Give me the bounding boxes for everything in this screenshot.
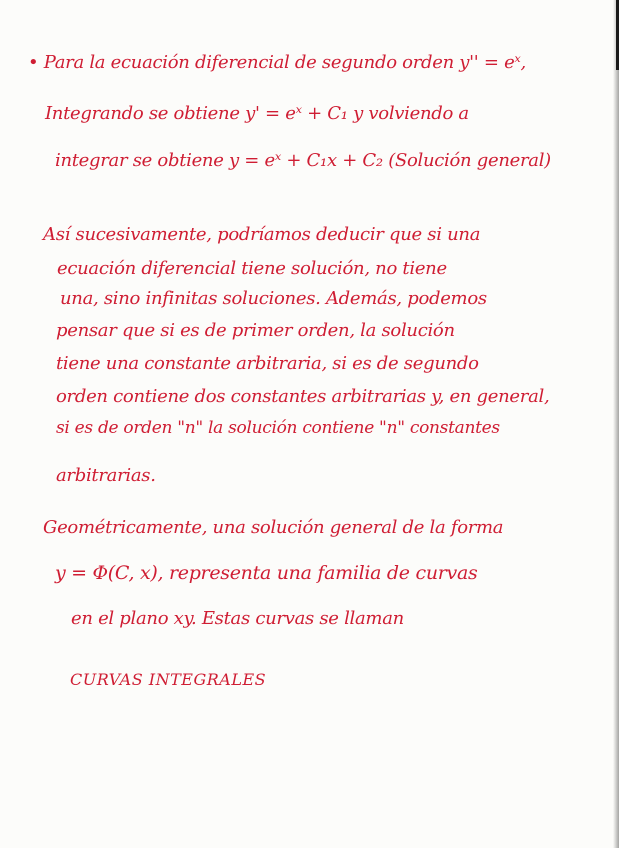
note-line: orden contiene dos constantes arbitrarias y, en general, xyxy=(56,386,550,407)
note-line: tiene una constante arbitraria, si es de segundo xyxy=(56,353,479,374)
page-edge-shadow xyxy=(613,0,619,848)
note-line: si es de orden "n" la solución contiene "n" constantes xyxy=(56,418,500,438)
note-line: • Para la ecuación diferencial de segundo orden y'' = eˣ, xyxy=(28,52,526,73)
note-heading: CURVAS INTEGRALES xyxy=(70,670,267,689)
note-line: Integrando se obtiene y' = eˣ + C₁ y volviendo a xyxy=(45,103,469,124)
note-line: Geométricamente, una solución general de la forma xyxy=(43,517,504,538)
note-line: integrar se obtiene y = eˣ + C₁x + C₂ (Solución general) xyxy=(55,150,551,171)
note-line: ecuación diferencial tiene solución, no tiene xyxy=(57,258,447,279)
note-line: pensar que si es de primer orden, la solución xyxy=(56,320,455,341)
note-line: y = Φ(C, x), representa una familia de curvas xyxy=(55,562,478,584)
note-line: en el plano xy. Estas curvas se llaman xyxy=(71,608,404,629)
note-line: una, sino infinitas soluciones. Además, podemos xyxy=(60,288,487,309)
note-line: arbitrarias. xyxy=(56,465,156,486)
note-line: Así sucesivamente, podríamos deducir que si una xyxy=(43,224,481,245)
